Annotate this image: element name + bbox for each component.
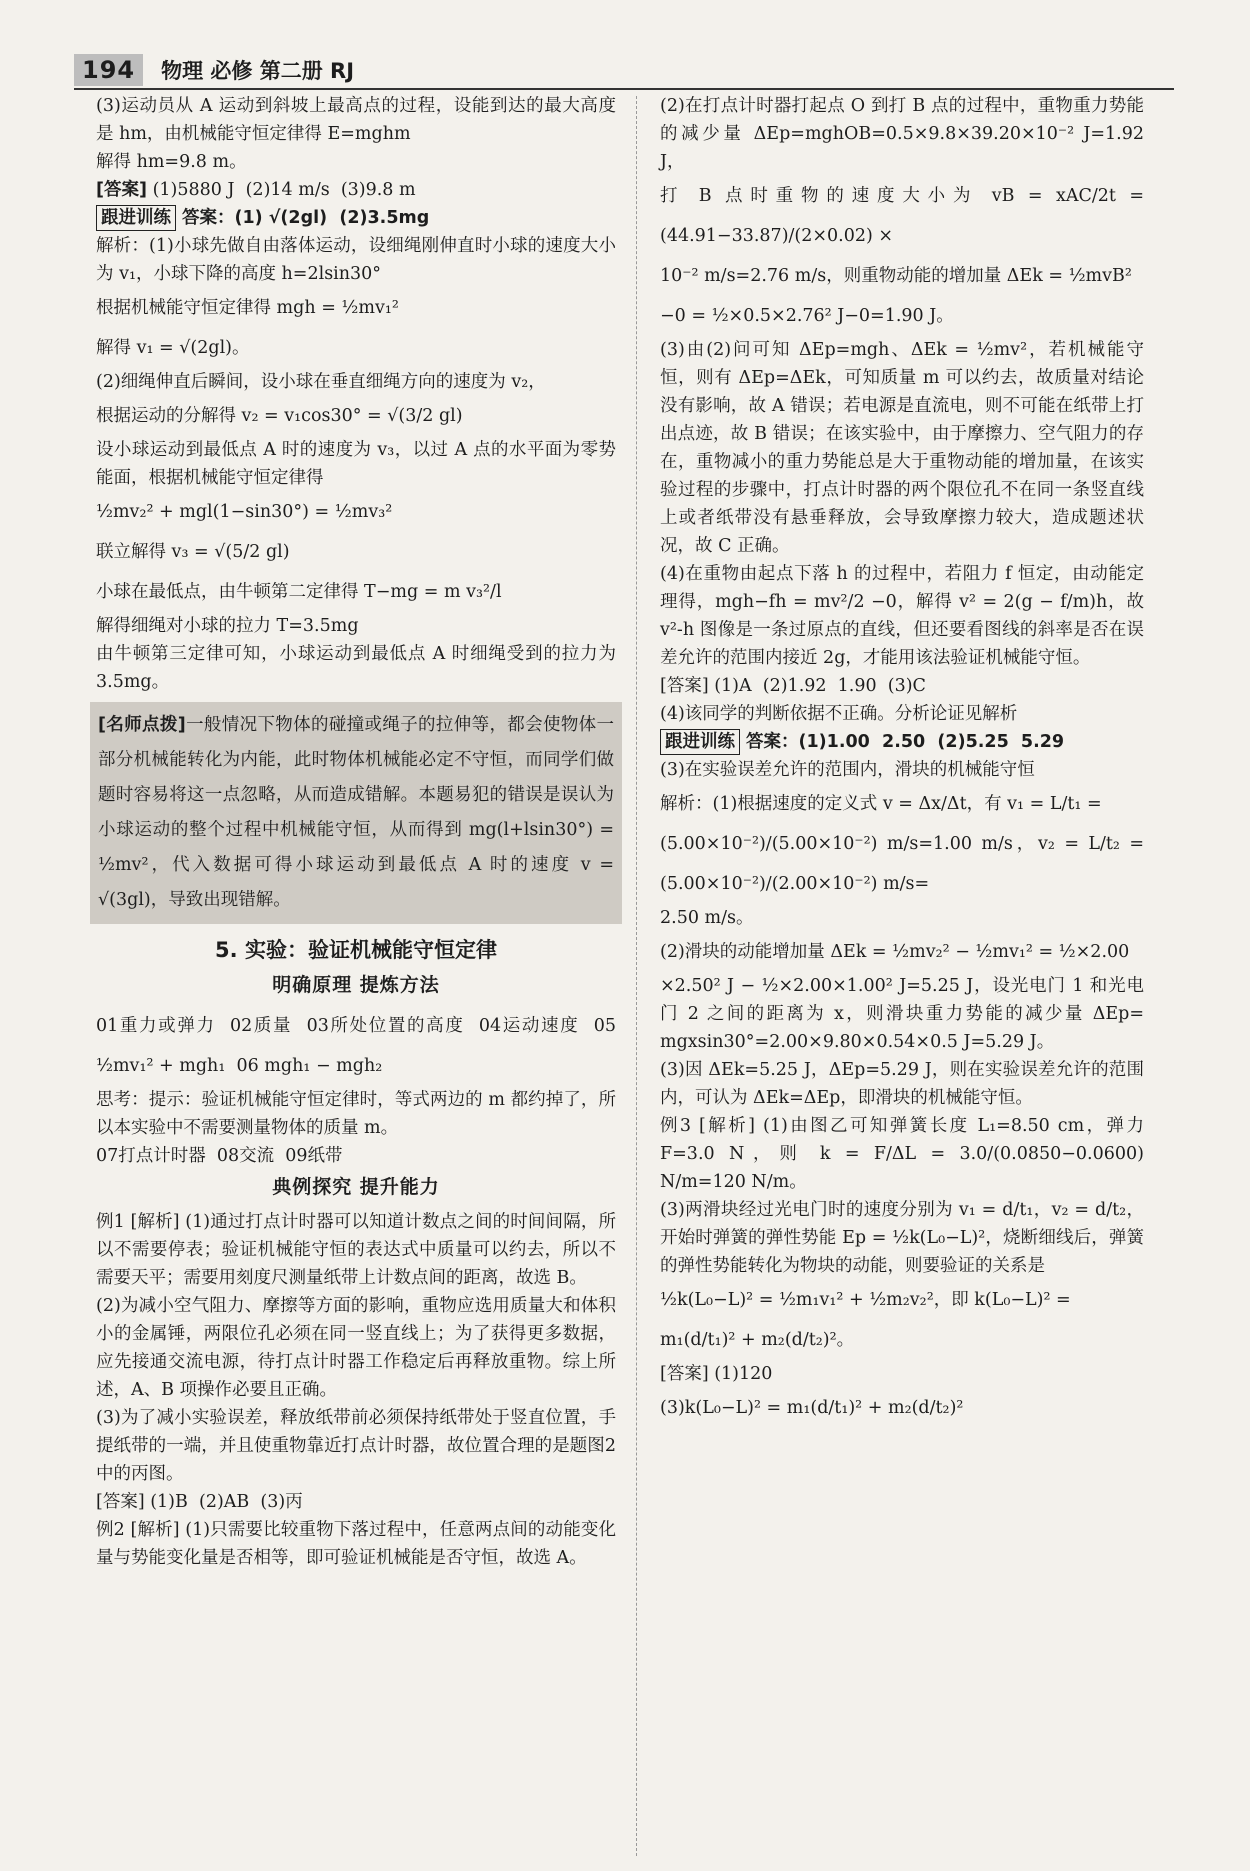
page-header [74,52,354,88]
answer-line [96,176,616,204]
follow-line [96,204,616,232]
section-title: 5. 实验：验证机械能守恒定律 [215,938,497,962]
equation: ½mv₂² + mgl(1−sin30°) = ½mv₃² [96,502,393,522]
fill-answers: 01重力或弹力 02质量 03所处位置的高度 04运动速度 05 ½mv₁² + mgh₁ 06 mgh₁ − mgh₂ [96,1016,622,1076]
answer-line: [答案] (1)A (2)1.92 1.90 (3)C [660,676,926,696]
text-line: (4)该同学的判断依据不正确。分析论证见解析 [660,704,1018,724]
follow-answer: 答案：(1)1.00 2.50 (2)5.25 5.29 [746,732,1065,752]
book-title: 物理 必修 第二册 RJ [161,59,355,83]
equation: 解得 v₁ = √(2gl)。 [96,338,250,358]
text-line: 2.50 m/s。 [660,908,754,928]
think-text: 思考：提示：验证机械能守恒定律时，等式两边的 m 都约掉了，所以本实验中不需要测量物体的质量 m。 [96,1090,616,1138]
equation: −0 = ½×0.5×2.76² J−0=1.90 J。 [660,306,954,326]
follow-tag: 跟进训练 [96,205,176,231]
text-line: 由牛顿第三定律可知，小球运动到最低点 A 时细绳受到的拉力为 3.5mg。 [96,644,622,692]
text-line: (3)由(2)问可知 ΔEp=mgh、ΔEk = ½mv²，若机械能守恒，则有 ΔEp=ΔEk，可知质量 m 可以约去，故质量对结论没有影响，故 A 错误；若电源是直流电，则不可能在纸带上打出点迹，故 B 错误；在该实验中，由于摩擦力、空气阻力的存在，重物减小的重力势能总是大于重物动能的增加量，在该实验过程的步骤中，打点计时器的两个限位孔不在同一条竖直线上或者纸带没有悬垂释放，会导致摩擦力较大，造成题述状况，故 C 正确。 [660,340,1144,556]
text-line: (3)因 ΔEk=5.25 J，ΔEp=5.29 J，则在实验误差允许的范围内，可认为 ΔEk=ΔEp，即滑块的机械能守恒。 [660,1060,1144,1108]
example-text: 例3 [解析] (1)由图乙可知弹簧长度 L₁=8.50 cm，弹力 F=3.0 N，则 k = F/ΔL = 3.0/(0.0850−0.0600) N/m=120 N/m。 [660,1116,1150,1192]
text-line: ×2.50² J − ½×2.00×1.00² J=5.25 J，设光电门 1 和光电门 2 之间的距离为 x，则滑块重力势能的减少量 ΔEp= mgxsin30°=2.00×9.80×0.54×0.5 J=5.29 J。 [660,976,1150,1052]
text-line: (2)细绳伸直后瞬间，设小球在垂直细绳方向的速度为 v₂， [96,372,546,392]
analysis-text: 解析：(1)小球先做自由落体运动，设细绳刚伸直时小球的速度大小为 v₁，小球下降的高度 h=2lsin30° [96,236,616,284]
equation: (3)k(L₀−L)² = m₁(d/t₁)² + m₂(d/t₂)² [660,1398,964,1418]
example-text: (3)两滑块经过光电门时的速度分别为 v₁ = d/t₁，v₂ = d/t₂，开始时弹簧的弹性势能 Ep = ½k(L₀−L)²，烧断细线后，弹簧的弹性势能转化为物块的动能，则要验证的关系是 [660,1200,1144,1276]
equation: 联立解得 v₃ = √(5/2 gl) [96,542,290,562]
follow-tag: 跟进训练 [660,729,740,755]
column-divider [636,96,637,1856]
example-text: 例1 [解析] (1)通过打点计时器可以知道计数点之间的时间间隔，所以不需要停表；验证机械能守恒的表达式中质量可以约去，所以不需要天平；需要用刻度尺测量纸带上计数点间的距离，故选 B。 [96,1212,616,1288]
equation: (2)滑块的动能增加量 ΔEk = ½mv₂² − ½mv₁² = ½×2.00 [660,942,1130,962]
equation: 打 B 点时重物的速度大小为 vB = xAC/2t = (44.91−33.87)/(2×0.02) × [660,186,1150,246]
subsection-title: 典例探究 提升能力 [272,1176,440,1198]
example-text: (2)为减小空气阻力、摩擦等方面的影响，重物应选用质量大和体积小的金属锤，两限位孔必须在同一竖直线上；为了获得更多数据，应先接通交流电源，待打点计时器工作稳定后再释放重物。综上所述，A、B 项操作必要且正确。 [96,1296,616,1400]
fill-answers: 07打点计时器 08交流 09纸带 [96,1146,343,1166]
answer-tag: [答案] [96,180,147,200]
equation: 解析：(1)根据速度的定义式 v = Δx/Δt，有 v₁ = L/t₁ = [660,794,1102,814]
answer-line: [答案] (1)120 [660,1364,773,1384]
follow-line [660,728,1144,756]
follow-answer: 答案：(1) √(2gl) (2)3.5mg [182,208,430,228]
answer-line: [答案] (1)B (2)AB (3)丙 [96,1492,303,1512]
subsection-title: 明确原理 提炼方法 [272,974,440,996]
header-rule [74,88,1174,90]
teacher-tip-box [90,702,622,924]
equation: 根据运动的分解得 v₂ = v₁cos30° = √(3/2 gl) [96,406,463,426]
example-text: 例2 [解析] (1)只需要比较重物下落过程中，任意两点间的动能变化量与势能变化量是否相等，即可验证机械能是否守恒，故选 A。 [96,1520,616,1568]
text-line: (2)在打点计时器打起点 O 到打 B 点的过程中，重物重力势能的减少量 ΔEp=mghOB=0.5×9.8×39.20×10⁻² J=1.92 J， [660,96,1150,172]
equation: (5.00×10⁻²)/(5.00×10⁻²) m/s=1.00 m/s，v₂ = L/t₂ = (5.00×10⁻²)/(2.00×10⁻²) m/s= [660,834,1150,894]
text-line: (3)运动员从 A 运动到斜坡上最高点的过程，设能到达的最大高度是 hm，由机械能守恒定律得 E=mghm [96,96,616,144]
equation: 小球在最低点，由牛顿第二定律得 T−mg = m v₃²/l [96,582,502,602]
tip-text [98,708,620,918]
equation: m₁(d/t₁)² + m₂(d/t₂)²。 [660,1330,855,1350]
page-number: 194 [74,54,143,86]
tip-body: 一般情况下物体的碰撞或绳子的拉伸等，都会使物体一部分机械能转化为内能，此时物体机械能必定不守恒，而同学们做题时容易将这一点忽略，从而造成错解。本题易犯的错误是误认为小球运动的整个过程中机械能守恒，从而得到 mg(l+lsin30°) = ½mv²，代入数据可得小球运动到最低点 A 时的速度 v = √(3gl)，导致出现错解。 [98,715,620,910]
right-column [660,92,1150,1428]
answer-text: (1)5880 J (2)14 m/s (3)9.8 m [152,180,416,200]
left-column [96,92,622,1572]
text-line: 设小球运动到最低点 A 时的速度为 v₃，以过 A 点的水平面为零势能面，根据机械能守恒定律得 [96,440,616,488]
equation: ½k(L₀−L)² = ½m₁v₁² + ½m₂v₂²，即 k(L₀−L)² = [660,1290,1071,1310]
text-line: (4)在重物由起点下落 h 的过程中，若阻力 f 恒定，由动能定理得，mgh−fh = mv²/2 −0，解得 v² = 2(g − f/m)h，故 v²-h 图像是一条过原点的直线，但还要看图线的斜率是否在误差允许的范围内接近 2g，才能用该法验证机械能守恒。 [660,564,1150,668]
equation: 10⁻² m/s=2.76 m/s，则重物动能的增加量 ΔEk = ½mvB² [660,266,1132,286]
text-line: (3)在实验误差允许的范围内，滑块的机械能守恒 [660,760,1035,780]
tip-tag: [名师点拨] [98,715,186,735]
text-line: 解得 hm=9.8 m。 [96,152,247,172]
text-line: 解得细绳对小球的拉力 T=3.5mg [96,616,359,636]
equation: 根据机械能守恒定律得 mgh = ½mv₁² [96,298,399,318]
example-text: (3)为了减小实验误差，释放纸带前必须保持纸带处于竖直位置，手提纸带的一端，并且使重物靠近打点计时器，故位置合理的是题图2中的丙图。 [96,1408,616,1484]
